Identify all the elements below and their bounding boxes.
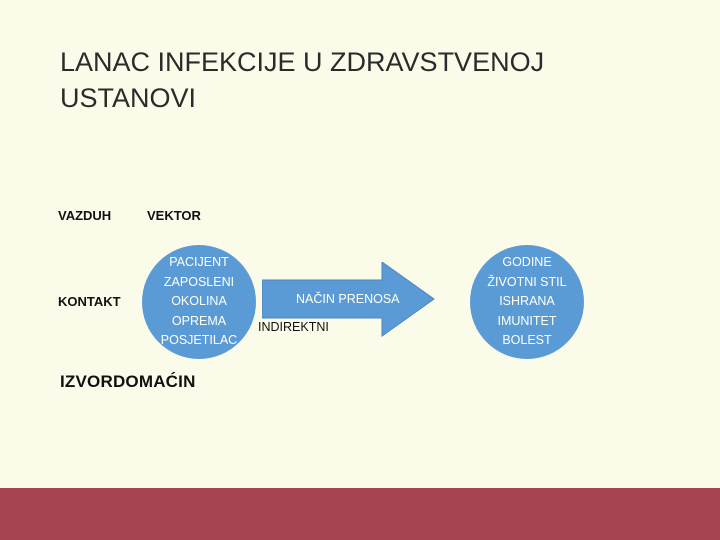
label-indirektni: INDIREKTNI (258, 320, 329, 334)
footer-bar (0, 488, 720, 540)
reservoir-item: OPREMA (171, 313, 227, 328)
reservoir-item: PACIJENT (169, 255, 229, 270)
label-vektor: VEKTOR (147, 208, 201, 223)
label-izvor-domacin: IZVORDOMAĆIN (60, 372, 196, 391)
host-item: GODINE (502, 255, 552, 270)
host-circle (470, 245, 584, 359)
host-item: ŽIVOTNI STIL (487, 274, 567, 289)
slide-title: LANAC INFEKCIJE U ZDRAVSTVENOJ USTANOVI (60, 47, 545, 113)
label-kontakt: KONTAKT (58, 294, 121, 309)
arrow-label-nacin-prenosa: NAČIN PRENOSA (296, 292, 400, 306)
host-item: IMUNITET (497, 313, 557, 328)
label-vazduh: VAZDUH (58, 208, 112, 223)
reservoir-circle (142, 245, 256, 359)
host-item: ISHRANA (499, 294, 555, 309)
reservoir-item: POSJETILAC (160, 333, 238, 348)
reservoir-item: ZAPOSLENI (163, 274, 235, 289)
host-item: BOLEST (502, 333, 552, 348)
reservoir-item: OKOLINA (171, 294, 227, 309)
